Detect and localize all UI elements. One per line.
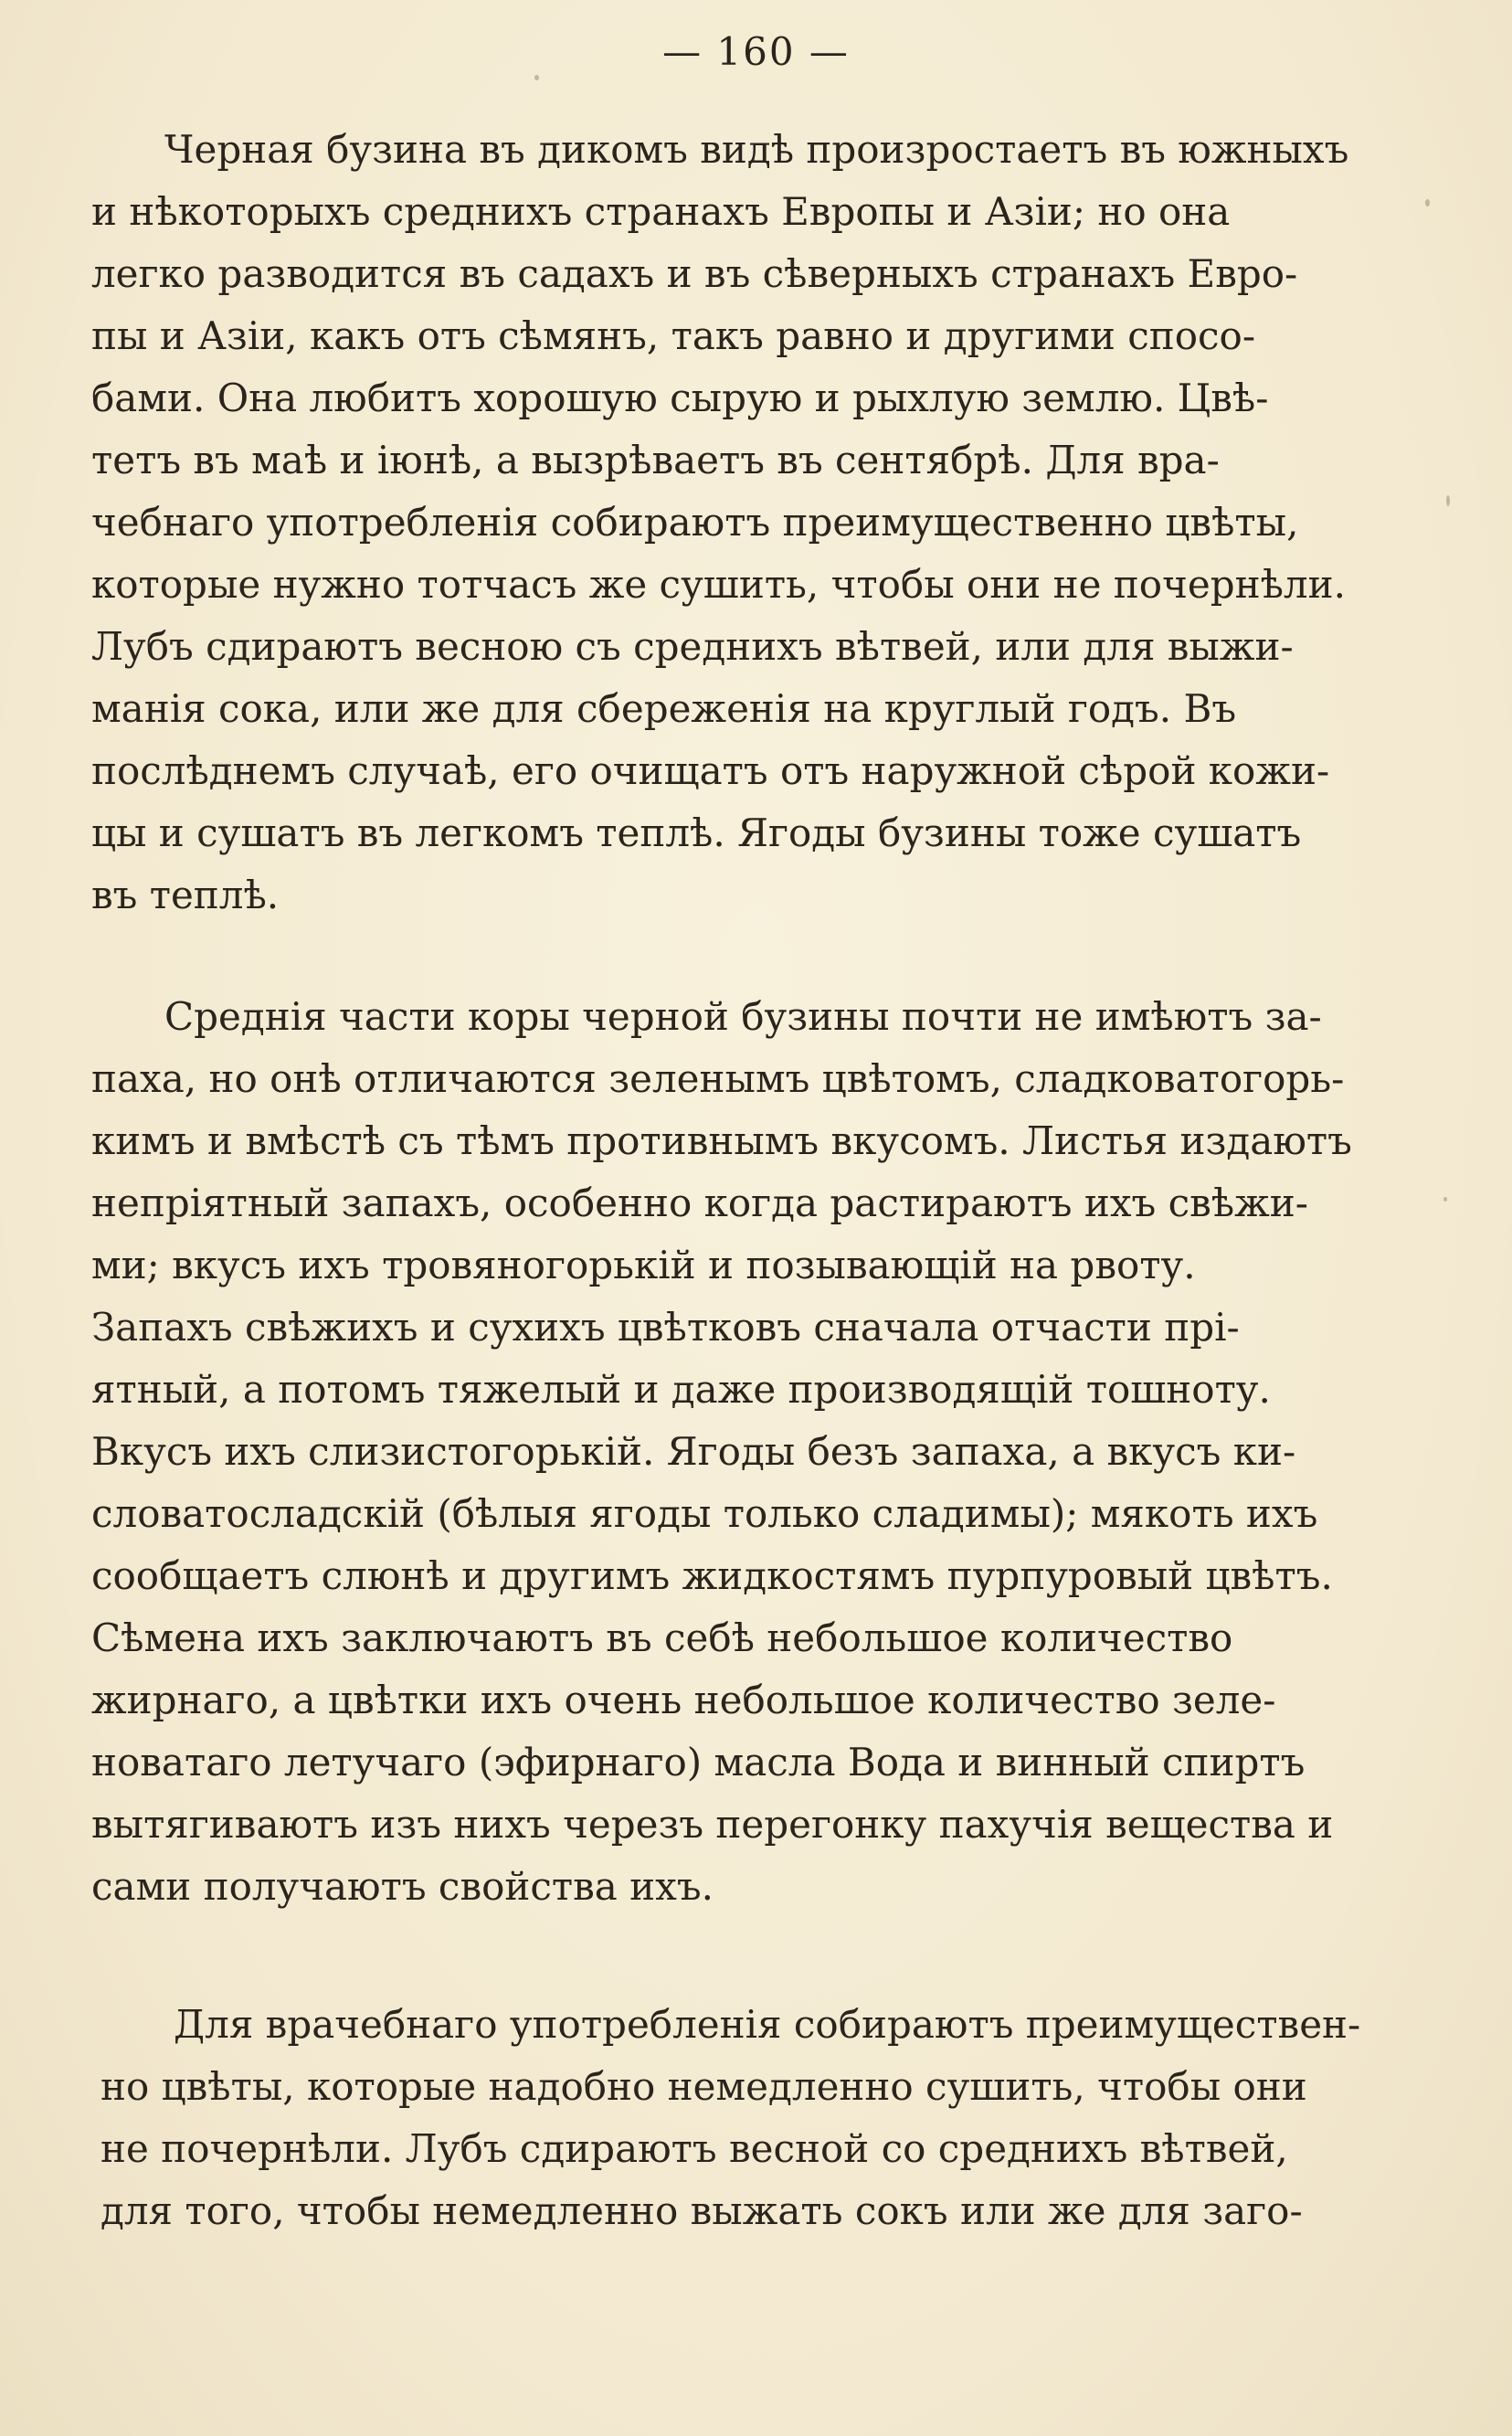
paper-speck [1425, 199, 1430, 207]
text-line: Для врачебнаго употребленія собираютъ преимуществен- [174, 2002, 1361, 2047]
text-line: непріятный запахъ, особенно когда растираютъ ихъ свѣжи- [91, 1181, 1308, 1225]
text-line: легко разводится въ садахъ и въ сѣверныхъ странахъ Евро- [91, 251, 1298, 296]
text-line: Вкусъ ихъ слизистогорькій. Ягоды безъ запаха, а вкусъ ки- [91, 1429, 1296, 1474]
page-number: — 160 — [662, 29, 850, 74]
text-line: жирнаго, а цвѣтки ихъ очень небольшое количество зеле- [91, 1678, 1276, 1722]
text-line: не почернѣли. Лубъ сдираютъ весной со среднихъ вѣтвей, [100, 2126, 1288, 2171]
text-line: вытягиваютъ изъ нихъ черезъ перегонку пахучія вещества и [91, 1802, 1334, 1847]
text-line: пы и Азіи, какъ отъ сѣмянъ, такъ равно и другими спосо- [91, 313, 1256, 358]
text-line: и нѣкоторыхъ среднихъ странахъ Европы и Азіи; но она [91, 189, 1231, 234]
text-line: Черная бузина въ дикомъ видѣ произростаетъ въ южныхъ [164, 127, 1349, 172]
text-line: ятный, а потомъ тяжелый и даже производящій тошноту. [91, 1367, 1271, 1412]
text-line: сами получаютъ свойства ихъ. [91, 1864, 714, 1909]
text-line: новатаго летучаго (эфирнаго) масла Вода и винный спиртъ [91, 1740, 1306, 1785]
text-line: Среднія части коры черной бузины почти не имѣютъ за- [164, 994, 1322, 1039]
text-line: тетъ въ маѣ и іюнѣ, а вызрѣваетъ въ сентябрѣ. Для вра- [91, 438, 1220, 482]
text-line: Сѣмена ихъ заключаютъ въ себѣ небольшое количество [91, 1615, 1233, 1660]
paper-speck [534, 75, 539, 80]
text-line: чебнаго употребленія собираютъ преимущественно цвѣты, [91, 500, 1299, 545]
text-line: бами. Она любитъ хорошую сырую и рыхлую землю. Цвѣ- [91, 376, 1269, 420]
text-line: но цвѣты, которые надобно немедленно сушить, чтобы они [100, 2064, 1307, 2109]
text-line: послѣднемъ случаѣ, его очищатъ отъ наружной сѣрой кожи- [91, 748, 1330, 793]
text-line: цы и сушатъ въ легкомъ теплѣ. Ягоды бузины тоже сушатъ [91, 810, 1302, 855]
text-line: кимъ и вмѣстѣ съ тѣмъ противнымъ вкусомъ. Листья издаютъ [91, 1118, 1352, 1163]
text-line: словатосладскій (бѣлыя ягоды только сладимы); мякоть ихъ [91, 1491, 1318, 1536]
text-line: Запахъ свѣжихъ и сухихъ цвѣтковъ сначала отчасти прі- [91, 1305, 1240, 1350]
text-line: ми; вкусъ ихъ тровяногорькій и позывающій на рвоту. [91, 1243, 1196, 1287]
text-line: манія сока, или же для сбереженія на круглый годъ. Въ [91, 686, 1237, 731]
text-line: которые нужно тотчасъ же сушить, чтобы они не почернѣли. [91, 562, 1346, 607]
text-line: сообщаетъ слюнѣ и другимъ жидкостямъ пурпуровый цвѣтъ. [91, 1553, 1333, 1598]
text-line: Лубъ сдираютъ весною съ среднихъ вѣтвей, или для выжи- [91, 624, 1294, 669]
paper-speck [1446, 495, 1450, 506]
text-line: въ теплѣ. [91, 873, 280, 917]
text-line: паха, но онѣ отличаются зеленымъ цвѣтомъ, сладковатогорь- [91, 1056, 1345, 1101]
text-line: для того, чтобы немедленно выжать сокъ или же для заго- [100, 2188, 1303, 2233]
paper-speck [1443, 1197, 1447, 1202]
